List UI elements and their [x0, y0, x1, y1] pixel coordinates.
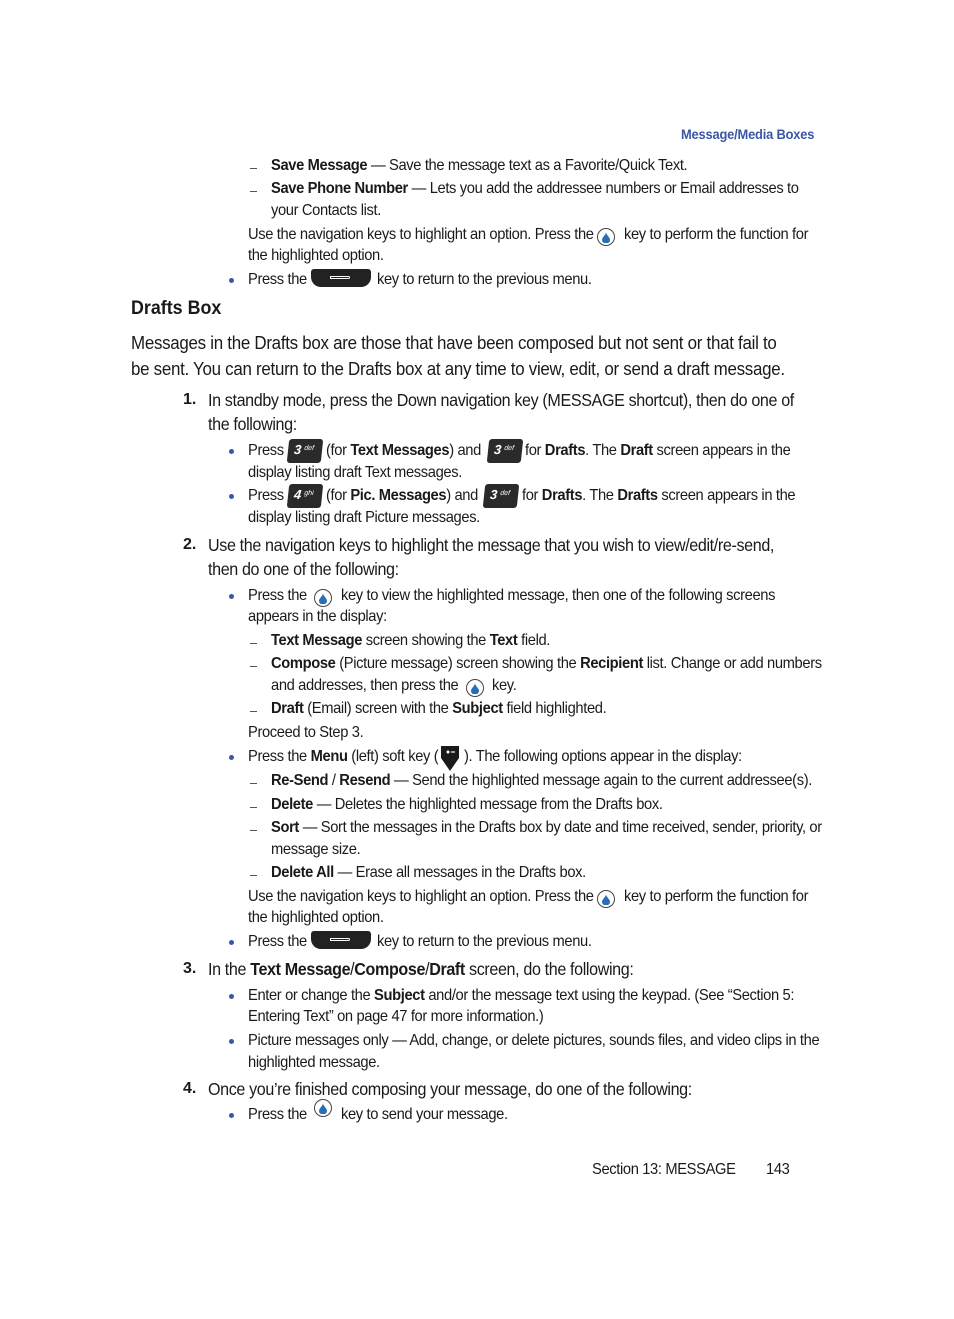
step3-b2: Picture messages only — Add, change, or delete pictures, sounds files, and video clips in the — [248, 1032, 820, 1049]
dash-marker — [250, 643, 257, 644]
footer-section: Section 13: MESSAGE — [592, 1161, 736, 1178]
intro-line-2: be sent. You can return to the Drafts box at any time to view, edit, or send a draft message. — [131, 359, 785, 379]
bullet-marker — [229, 278, 234, 283]
bullet-marker — [229, 994, 234, 999]
step1-line1: In standby mode, press the Down navigation key (MESSAGE shortcut), then do one of — [208, 390, 794, 410]
proceed-text: Proceed to Step 3. — [248, 724, 364, 741]
step3-b1: Enter or change the Subject and/or the message text using the keypad. (See “Section 5: — [248, 987, 795, 1004]
key-3-icon: 3 def — [287, 439, 324, 463]
ok-key-icon — [314, 1099, 332, 1117]
back-key-icon — [311, 931, 371, 949]
use-nav-text-cont: key to perform the function for — [624, 888, 809, 905]
step1-b2-mid: (for Pic. Messages) and — [326, 487, 478, 504]
dash-marker — [250, 807, 257, 808]
delete-option: Delete — Deletes the highlighted message from the Drafts box. — [271, 796, 663, 813]
save-message-label: Save Message — [271, 157, 368, 174]
press-the-text: Press the — [248, 587, 307, 604]
step3-b1-line2: Entering Text” on page 47 for more information.) — [248, 1008, 544, 1025]
step2-b1-line2: appears in the display: — [248, 608, 387, 625]
bullet-marker — [229, 940, 234, 945]
step1-b1-end: for Drafts. The Draft screen appears in the — [525, 442, 791, 459]
dash-marker — [250, 830, 257, 831]
bullet-marker — [229, 449, 234, 454]
bullet-marker — [229, 755, 234, 760]
menu-softkey-rest: ). The following options appear in the display: — [464, 748, 742, 765]
key-4-icon: 4 ghi — [287, 484, 324, 508]
bullet-marker — [229, 1039, 234, 1044]
left-soft-key-icon — [440, 744, 460, 770]
resend-option: Re-Send / Resend — Send the highlighted message again to the current addressee(s). — [271, 772, 812, 789]
back-key-icon — [311, 269, 371, 287]
step2-line1: Use the navigation keys to highlight the message that you wish to view/edit/re-send, — [208, 535, 775, 555]
press-the-text: Press the — [248, 933, 307, 950]
step-number: 4. — [183, 1080, 197, 1097]
use-nav-text-cont: key to perform the function for — [624, 226, 809, 243]
compose-line2: and addresses, then press the — [271, 677, 459, 694]
save-message-item: Save Message — Save the message text as a Favorite/Quick Text. — [271, 157, 688, 174]
step1-line2: the following: — [208, 414, 297, 434]
step1-b1-line2: display listing draft Text messages. — [248, 464, 462, 481]
return-text: key to return to the previous menu. — [377, 933, 592, 950]
key-3-icon: 3 def — [483, 484, 520, 508]
step-number: 2. — [183, 536, 197, 553]
step1-b1-mid: (for Text Messages) and — [326, 442, 481, 459]
section-heading: Drafts Box — [131, 298, 222, 319]
step-number: 3. — [183, 960, 197, 977]
press-the-text: Press the — [248, 1106, 307, 1123]
running-header: Message/Media Boxes — [681, 126, 815, 142]
dash-marker — [250, 875, 257, 876]
step1-b2-end: for Drafts. The Drafts screen appears in the — [522, 487, 796, 504]
use-nav-text: Use the navigation keys to highlight an option. Press the — [248, 888, 594, 905]
bullet-marker — [229, 594, 234, 599]
step4-b1-text: key to send your message. — [341, 1106, 508, 1123]
compose-line2-end: key. — [492, 677, 517, 694]
bullet-marker — [229, 494, 234, 499]
dash-marker — [250, 191, 257, 192]
step4-line1: Once you’re finished composing your message, do one of the following: — [208, 1079, 692, 1099]
use-nav-text: Use the navigation keys to highlight an option. Press the — [248, 226, 594, 243]
dash-marker — [250, 666, 257, 667]
ok-key-icon — [597, 890, 615, 908]
ok-key-icon — [314, 589, 332, 607]
dash-marker — [250, 711, 257, 712]
text-message-item: Text Message screen showing the Text field. — [271, 632, 551, 649]
key-3-icon: 3 def — [487, 439, 524, 463]
draft-item: Draft (Email) screen with the Subject field highlighted. — [271, 700, 607, 717]
bullet-marker — [229, 1113, 234, 1118]
press-text: Press — [248, 487, 284, 504]
step3-b2-line2: highlighted message. — [248, 1054, 380, 1071]
ok-key-icon — [597, 228, 615, 246]
sort-option: Sort — Sort the messages in the Drafts box by date and time received, sender, priority, or — [271, 819, 822, 836]
page-number: 143 — [766, 1161, 790, 1178]
save-phone-line2: your Contacts list. — [271, 202, 381, 219]
ok-key-icon — [466, 679, 484, 697]
intro-line-1: Messages in the Drafts box are those that have been composed but not sent or that fail to — [131, 333, 777, 353]
step3-line1: In the Text Message/Compose/Draft screen, do the following: — [208, 959, 634, 979]
dash-marker — [250, 168, 257, 169]
step2-line2: then do one of the following: — [208, 559, 399, 579]
use-nav-line2: the highlighted option. — [248, 909, 384, 926]
use-nav-line2: the highlighted option. — [248, 247, 384, 264]
step2-b1-text: key to view the highlighted message, then one of the following screens — [341, 587, 776, 604]
press-the-text: Press the — [248, 271, 307, 288]
menu-softkey-line: Press the Menu (left) soft key ( — [248, 748, 439, 765]
sort-option-line2: message size. — [271, 841, 361, 858]
step-number: 1. — [183, 391, 197, 408]
save-phone-item: Save Phone Number — Lets you add the addressee numbers or Email addresses to — [271, 180, 799, 197]
compose-item: Compose (Picture message) screen showing the Recipient list. Change or add numbers — [271, 655, 822, 672]
press-text: Press — [248, 442, 284, 459]
save-phone-label: Save Phone Number — [271, 180, 408, 197]
step1-b2-line2: display listing draft Picture messages. — [248, 509, 480, 526]
return-text: key to return to the previous menu. — [377, 271, 592, 288]
dash-marker — [250, 783, 257, 784]
delete-all-option: Delete All — Erase all messages in the Drafts box. — [271, 864, 586, 881]
